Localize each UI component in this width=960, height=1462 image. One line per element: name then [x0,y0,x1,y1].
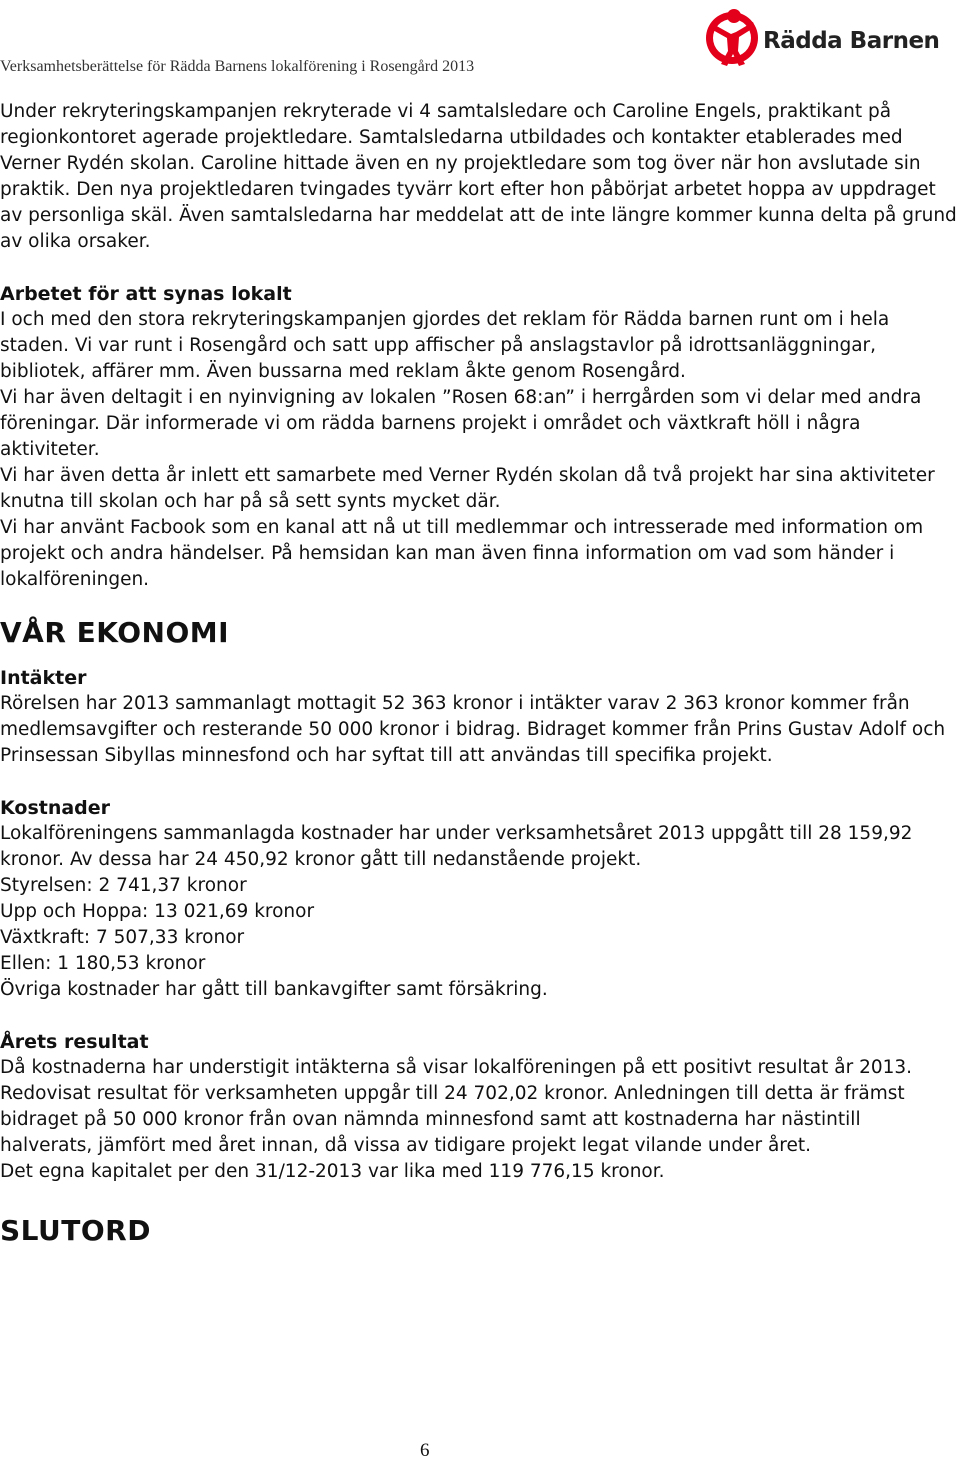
child-logo-icon [703,6,765,68]
income-paragraph: Rörelsen har 2013 sammanlagt mottagit 52 363 kronor i intäkter varav 2 363 kronor kommer från medlemsavgifter och resterande 50 000 kronor i bidrag. Bidraget kommer från Prins Gustav Adolf och Prinsessan Sibyllas minnesfond och har syftat till att användas till specifika projekt. [0,693,946,766]
local-paragraph-1: I och med den stora rekryteringskampanjen gjordes det reklam för Rädda barnen runt om i hela staden. Vi var runt i Rosengård och satt upp affischer på anslagstavlor på idrottsanläggningar, bibliotek, affärer mm. Även bussarna med reklam åkte genom Rosengård. [0,309,890,382]
page-number: 6 [420,1440,430,1461]
local-paragraph-4: Vi har använt Facbook som en kanal att nå ut till medlemmar och intresserade med information om projekt och andra händelser. På hemsidan kan man även finna information om vad som händer i lokalföreningen. [0,517,924,590]
running-header: Verksamhetsberättelse för Rädda Barnens lokalförening i Rosengård 2013 [0,58,475,75]
equity-paragraph: Det egna kapitalet per den 31/12-2013 var lika med 119 776,15 kronor. [0,1161,665,1182]
section-heading-economy: VÅR EKONOMI [0,616,230,649]
document-body [0,99,958,1251]
section-heading-closing: SLUTORD [0,1214,151,1247]
intro-paragraph: Under rekryteringskampanjen rekryterade vi 4 samtalsledare och Caroline Engels, praktikant på regionkontoret agerade projektledare. Samtalsledarna utbildades och kontakter etablerades med Verner Rydén skolan. Caroline hittade även en ny projektledare som tog över när hon avslutade sin praktik. Den nya projektledaren tvingades tyvärr kort efter hon påbörjat arbetet hoppa av uppdraget av personliga skäl. Även samtalsledarna har meddelat att de inte längre kommer kunna delta på grund av olika orsaker. [0,101,957,252]
income-heading: Intäkter [0,667,87,689]
result-paragraph: Då kostnaderna har understigit intäkterna så visar lokalföreningen på ett positivt resultat år 2013. Redovisat resultat för verksamheten uppgår till 24 702,02 kronor. Anledningen till detta är främst bidraget på 50 000 kronor från ovan nämnda minnesfond samt att kostnaderna har nästintill halverats, jämfört med året innan, då vissa av tidigare projekt legat vilande under året. [0,1057,913,1156]
costs-heading: Kostnader [0,797,111,819]
cost-line: Styrelsen: 2 741,37 kronor [0,875,247,896]
result-heading: Årets resultat [0,1031,149,1053]
cost-line: Övriga kostnader har gått till bankavgifter samt försäkring. [0,979,548,1000]
costs-paragraph: Lokalföreningens sammanlagda kostnader har under verksamhetsåret 2013 uppgått till 28 159,92 kronor. Av dessa har 24 450,92 kronor gått till nedanstående projekt. [0,823,913,870]
local-paragraph-2: Vi har även deltagit i en nyinvigning av lokalen ”Rosen 68:an” i herrgården som vi delar med andra föreningar. Där informerade vi om rädda barnens projekt i området och växtkraft höll i några aktiviteter. [0,387,922,460]
cost-line: Växtkraft: 7 507,33 kronor [0,927,245,948]
local-paragraph-3: Vi har även detta år inlett ett samarbete med Verner Rydén skolan då två projekt har sina aktiviteter knutna till skolan och har på så sett synts mycket där. [0,465,935,512]
cost-line: Ellen: 1 180,53 kronor [0,953,206,974]
cost-line: Upp och Hoppa: 13 021,69 kronor [0,901,315,922]
logo-wordmark: Rädda Barnen [763,28,940,54]
section-heading-local: Arbetet för att synas lokalt [0,283,292,305]
radda-barnen-logo [703,6,958,66]
